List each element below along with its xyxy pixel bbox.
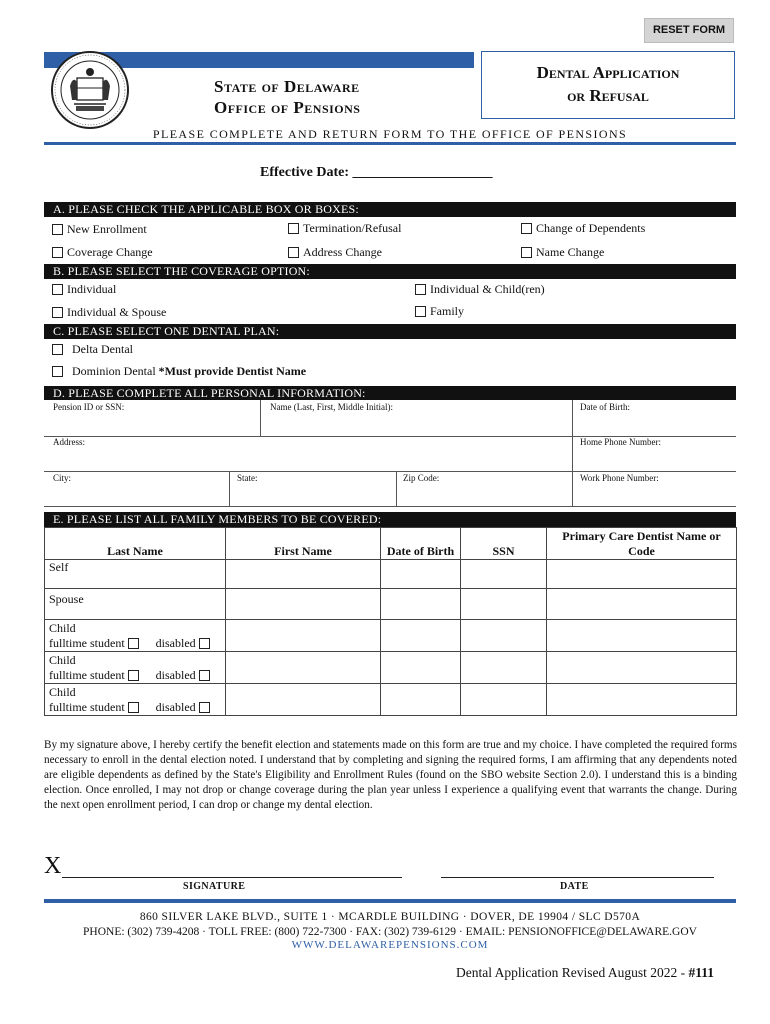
table-cell[interactable] [381, 560, 461, 589]
table-cell[interactable] [461, 589, 547, 620]
table-cell[interactable] [226, 620, 381, 652]
table-cell[interactable] [547, 560, 737, 589]
divider [44, 471, 736, 472]
checkbox[interactable] [52, 344, 63, 355]
instruction-rule [44, 142, 736, 145]
checkbox[interactable] [52, 307, 63, 318]
option-delta-dental[interactable]: Delta Dental [52, 342, 133, 356]
name-label[interactable]: Name (Last, First, Middle Initial): [270, 402, 393, 412]
table-cell[interactable] [381, 652, 461, 684]
divider [396, 471, 397, 506]
zip-label[interactable]: Zip Code: [403, 473, 440, 483]
table-cell[interactable] [461, 620, 547, 652]
option-new-enrollment[interactable]: New Enrollment [52, 222, 147, 236]
checkbox[interactable] [521, 223, 532, 234]
child-cell: Child fulltime student disabled [45, 684, 226, 716]
table-cell[interactable] [381, 684, 461, 716]
disabled-checkbox[interactable] [199, 702, 210, 713]
pension-id-label[interactable]: Pension ID or SSN: [53, 402, 125, 412]
table-cell[interactable] [381, 589, 461, 620]
certification-text: By my signature above, I hereby certify the benefit election and statements made on this form are true and my choice. I have completed the required forms necessary to enroll in the dental election noted. I understand that by completing and signing the required forms, I am affirming that any dependents noted are eligible dependents as defined by the State's Eligibility and Enrollment Rules (found on the SBO website Section 2.0). I understand this is a binding election. Once enrolled, I may not drop or change coverage during the plan year unless I experience a qualifying event that warrants the change. During the next open enrollment period, I can drop or change my dental election. [44, 739, 737, 811]
disabled-checkbox[interactable] [199, 670, 210, 681]
option-termination-refusal[interactable]: Termination/Refusal [288, 221, 401, 235]
seal-icon [50, 50, 130, 130]
option-family[interactable]: Family [415, 304, 464, 318]
checkbox[interactable] [521, 247, 532, 258]
self-label: Self [45, 560, 226, 589]
option-individual-children[interactable]: Individual & Child(ren) [415, 282, 545, 296]
table-cell[interactable] [226, 652, 381, 684]
family-members-table [44, 527, 737, 716]
fulltime-student-checkbox[interactable] [128, 702, 139, 713]
table-row [45, 620, 737, 652]
state-seal [50, 50, 130, 130]
date-line[interactable] [441, 877, 714, 878]
revision-note [456, 965, 714, 981]
child-cell: Child fulltime student disabled [45, 620, 226, 652]
signature-label: SIGNATURE [183, 881, 246, 892]
signature-x-mark: X [44, 853, 62, 879]
table-cell[interactable] [547, 652, 737, 684]
checkbox[interactable] [52, 224, 63, 235]
table-cell[interactable] [381, 620, 461, 652]
fulltime-student-checkbox[interactable] [128, 670, 139, 681]
address-label[interactable]: Address: [53, 437, 85, 447]
table-cell[interactable] [461, 652, 547, 684]
col-primary-dentist: Primary Care Dentist Name or Code [547, 528, 737, 560]
agency-name [214, 76, 360, 118]
table-cell[interactable] [547, 620, 737, 652]
fulltime-student-checkbox[interactable] [128, 638, 139, 649]
checkbox[interactable] [52, 366, 63, 377]
divider [572, 400, 573, 506]
signature-line[interactable] [62, 877, 402, 878]
child-cell: Child fulltime student disabled [45, 652, 226, 684]
option-dominion-dental[interactable]: Dominion Dental *Must provide Dentist Name [52, 364, 306, 378]
footer-address: 860 SILVER LAKE BLVD., SUITE 1 · MCARDLE BUILDING · DOVER, DE 19904 / SLC D570A [139, 911, 641, 923]
date-label: DATE [560, 881, 589, 892]
table-cell[interactable] [547, 684, 737, 716]
form-title-line-1: Dental Application [536, 63, 680, 82]
section-e-header: E. PLEASE LIST ALL FAMILY MEMBERS TO BE COVERED: [44, 512, 736, 527]
col-date-of-birth: Date of Birth [381, 528, 461, 560]
instruction-banner: PLEASE COMPLETE AND RETURN FORM TO THE OFFICE OF PENSIONS [152, 127, 628, 141]
dob-label[interactable]: Date of Birth: [580, 402, 630, 412]
table-cell[interactable] [226, 589, 381, 620]
option-name-change[interactable]: Name Change [521, 245, 604, 259]
checkbox[interactable] [288, 247, 299, 258]
col-first-name: First Name [226, 528, 381, 560]
city-label[interactable]: City: [53, 473, 72, 483]
table-cell[interactable] [226, 684, 381, 716]
option-coverage-change[interactable]: Coverage Change [52, 245, 153, 259]
footer-rule [44, 899, 736, 903]
effective-date-label: Effective Date: [260, 165, 350, 180]
table-row [45, 684, 737, 716]
state-label[interactable]: State: [237, 473, 258, 483]
effective-date-field[interactable]: ____________________ [352, 165, 493, 180]
table-cell[interactable] [226, 560, 381, 589]
table-row [45, 589, 737, 620]
section-a-header: A. PLEASE CHECK THE APPLICABLE BOX OR BOXES: [44, 202, 736, 217]
table-row [45, 652, 737, 684]
table-cell[interactable] [461, 560, 547, 589]
checkbox[interactable] [415, 284, 426, 295]
work-phone-label[interactable]: Work Phone Number: [580, 473, 659, 483]
agency-line-1: State of Delaware [214, 77, 360, 96]
option-individual-spouse[interactable]: Individual & Spouse [52, 305, 166, 319]
disabled-checkbox[interactable] [199, 638, 210, 649]
home-phone-label[interactable]: Home Phone Number: [580, 437, 661, 447]
option-change-of-dependents[interactable]: Change of Dependents [521, 221, 645, 235]
divider [44, 506, 736, 507]
spouse-label: Spouse [45, 589, 226, 620]
dominion-note: *Must provide Dentist Name [158, 364, 307, 378]
form-title-line-2: or Refusal [567, 86, 649, 105]
table-cell[interactable] [461, 684, 547, 716]
agency-line-2: Office of Pensions [214, 98, 361, 117]
col-ssn: SSN [461, 528, 547, 560]
table-row [45, 560, 737, 589]
form-title-box [481, 51, 735, 119]
option-individual[interactable]: Individual [52, 282, 116, 296]
checkbox[interactable] [415, 306, 426, 317]
revision-text: Dental Application Revised August 2022 - [456, 965, 689, 980]
reset-form-button[interactable]: RESET FORM [644, 18, 734, 43]
section-c-header: C. PLEASE SELECT ONE DENTAL PLAN: [44, 324, 736, 339]
form-number: #111 [688, 965, 714, 980]
section-d-header: D. PLEASE COMPLETE ALL PERSONAL INFORMATION: [44, 386, 736, 400]
col-last-name: Last Name [45, 528, 226, 560]
checkbox[interactable] [288, 223, 299, 234]
option-address-change[interactable]: Address Change [288, 245, 382, 259]
footer-contact: PHONE: (302) 739-4208 · TOLL FREE: (800) 722-7300 · FAX: (302) 739-6129 · EMAIL: PENSIONOFFICE@DELAWARE.GOV [83, 926, 697, 938]
divider [229, 471, 230, 506]
checkbox[interactable] [52, 247, 63, 258]
footer-website-link[interactable]: WWW.DELAWAREPENSIONS.COM [291, 939, 489, 951]
divider [260, 400, 261, 436]
effective-date [260, 165, 493, 181]
checkbox[interactable] [52, 284, 63, 295]
section-b-header: B. PLEASE SELECT THE COVERAGE OPTION: [44, 264, 736, 279]
table-cell[interactable] [547, 589, 737, 620]
